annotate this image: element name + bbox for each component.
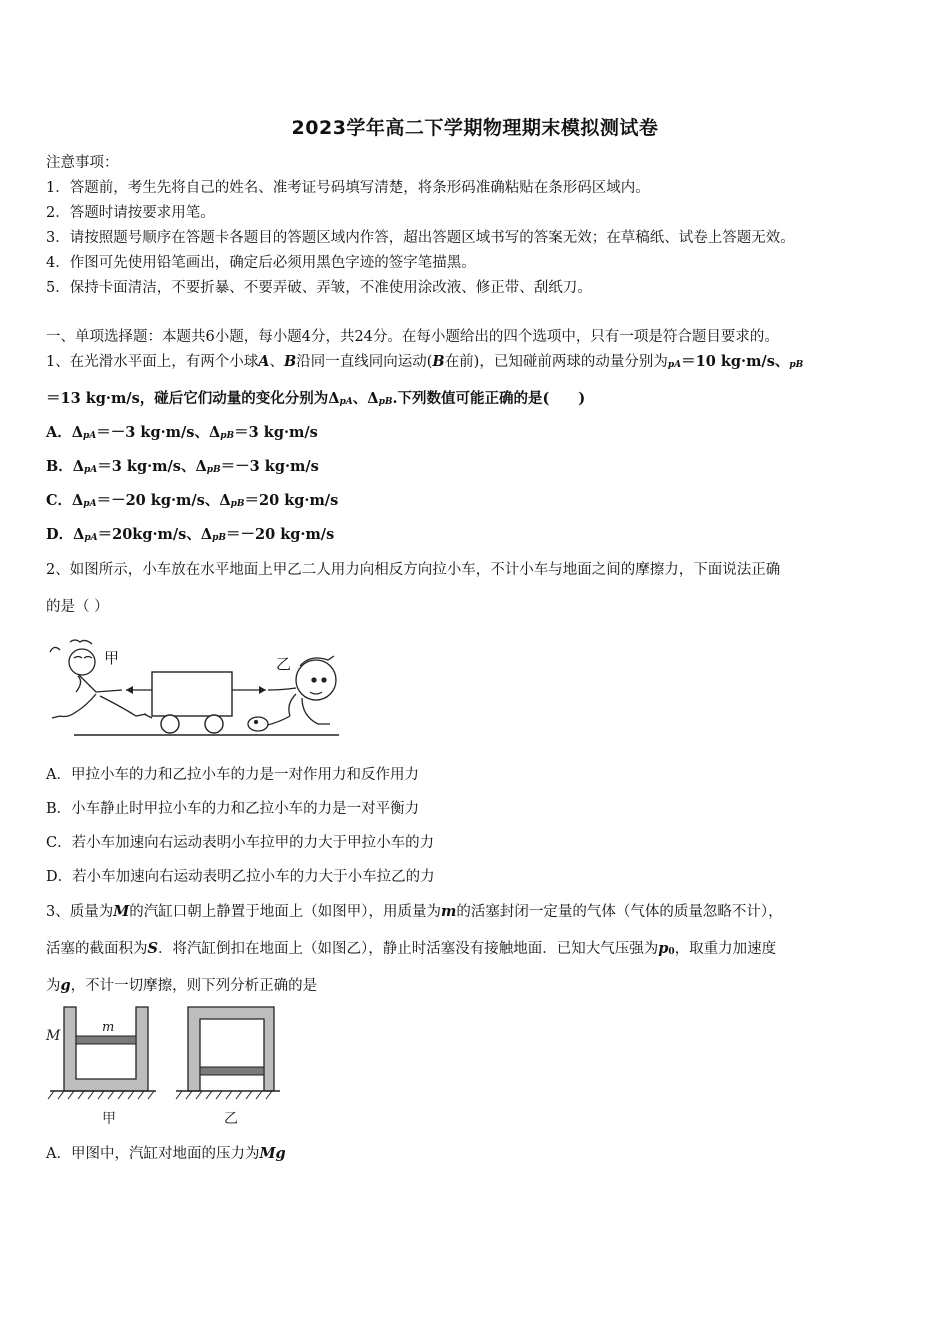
q1-option-a: A．ΔpA＝－3 kg·m/s、ΔpB＝3 kg·m/s [46, 424, 318, 441]
section-heading: 一、单项选择题：本题共6小题，每小题4分，共24分。在每小题给出的四个选项中，只有一项是符合题目要求的。 [46, 329, 779, 345]
person-jia-icon [50, 640, 152, 718]
notice-item: 4．作图可先使用铅笔画出，确定后必须用黑色字迹的签字笔描黑。 [46, 255, 476, 271]
cylinder-jia [45, 1007, 156, 1127]
cylinder-yi [176, 1007, 280, 1127]
q2-option-d: D．若小车加速向右运动表明乙拉小车的力大于小车拉乙的力 [46, 869, 435, 885]
piston-yi [200, 1067, 264, 1075]
q3-stem-line2: 活塞的截面积为S．将汽缸倒扣在地面上（如图乙），静止时活塞没有接触地面．已知大气压强为p0，取重力加速度 [46, 940, 777, 957]
q3-option-a: A．甲图中，汽缸对地面的压力为Mg [46, 1145, 286, 1162]
notice-item: 3．请按照题号顺序在答题卡各题目的答题区域内作答，超出答题区域书写的答案无效；在草稿纸、试卷上答题无效。 [46, 230, 795, 246]
q2-option-b: B．小车静止时甲拉小车的力和乙拉小车的力是一对平衡力 [46, 801, 420, 817]
notice-item: 5．保持卡面清洁，不要折暴、不要弄破、弄皱，不准使用涂改液、修正带、刮纸刀。 [46, 280, 592, 296]
notice-item: 2．答题时请按要求用笔。 [46, 205, 215, 221]
arrow-left-icon [126, 686, 133, 694]
label-M: M [46, 1028, 61, 1044]
q2-option-a: A．甲拉小车的力和乙拉小车的力是一对作用力和反作用力 [46, 767, 419, 783]
notice-item: 1．答题前，考生先将自己的姓名、准考证号码填写清楚，将条形码准确粘贴在条形码区域内。 [46, 180, 650, 196]
caption-yi: 乙 [224, 1111, 238, 1127]
tug-cart-figure [44, 632, 344, 744]
q1-option-d: D．ΔpA＝20kg·m/s、ΔpB＝－20 kg·m/s [46, 526, 335, 543]
q1-option-c: C．ΔpA＝－20 kg·m/s、ΔpB＝20 kg·m/s [46, 492, 339, 509]
cart-body [152, 672, 232, 716]
q1-stem-line1: 1、在光滑水平面上，有两个小球A、B沿同一直线同向运动(B在前)，已知碰前两球的动量分别为pA＝10 kg·m/s、pB [46, 353, 804, 370]
cart-wheel-left [161, 715, 179, 733]
q2-stem-line2: 的是（ ） [46, 599, 109, 615]
label-m: m [102, 1020, 115, 1035]
cylinder-figure [44, 1003, 284, 1131]
q1-stem-line2: ＝13 kg·m/s，碰后它们动量的变化分别为ΔpA、ΔpB.下列数值可能正确的是( ) [46, 390, 586, 407]
label-jia: 甲 [104, 649, 120, 667]
q2-option-c: C．若小车加速向右运动表明小车拉甲的力大于甲拉小车的力 [46, 835, 435, 851]
piston-jia [76, 1036, 136, 1044]
arrow-right-icon [259, 686, 266, 694]
q1-option-b: B．ΔpA＝3 kg·m/s、ΔpB＝－3 kg·m/s [46, 458, 319, 475]
q3-stem-line1: 3、质量为M的汽缸口朝上静置于地面上（如图甲），用质量为m的活塞封闭一定量的气体（气体的质量忽略不计）， [46, 903, 783, 920]
label-yi: 乙 [276, 655, 292, 673]
page-title: 2023学年高二下学期物理期末模拟测试卷 [291, 117, 659, 139]
person-yi-icon [248, 656, 336, 731]
cart-wheel-right [205, 715, 223, 733]
q2-stem-line1: 2、如图所示，小车放在水平地面上甲乙二人用力向相反方向拉小车，不计小车与地面之间的摩擦力，下面说法正确 [46, 562, 781, 578]
q3-stem-line3: 为g，不计一切摩擦，则下列分析正确的是 [46, 977, 318, 994]
notice-heading: 注意事项： [46, 155, 119, 171]
caption-jia: 甲 [102, 1111, 116, 1127]
